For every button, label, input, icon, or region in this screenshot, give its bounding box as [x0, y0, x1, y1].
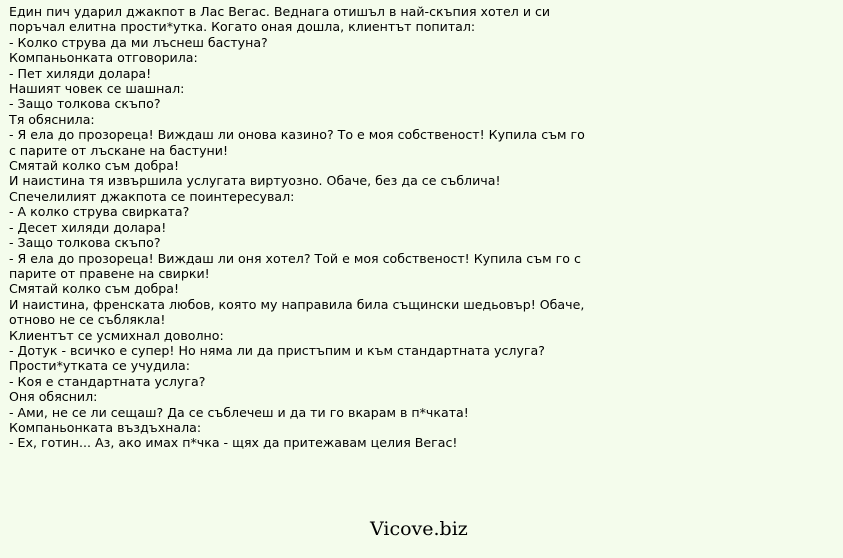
joke-line: - Я ела до прозореца! Виждаш ли онова казино? То е моя собственост! Купила съм го с парите от лъскане на бастуни! [9, 127, 585, 158]
joke-line: Прости*утката се учудила: [9, 358, 191, 374]
joke-line: И наистина, френската любов, която му направила била същински шедьовър! Обаче, отново не се съблякла! [9, 296, 585, 328]
joke-line: - Пет хиляди долара! [9, 65, 152, 81]
joke-line: Нашият човек се шашнал: [9, 81, 185, 97]
joke-line: Компаньонката въздъхнала: [9, 419, 202, 435]
joke-line: Клиентът се усмихнал доволно: [9, 327, 224, 343]
joke-line: - Колко струва да ми лъснеш бастуна? [9, 34, 268, 50]
joke-line: - Я ела до прозореца! Виждаш ли оня хотел? Той е моя собственост! Купила съм го с парите от правене на свирки! [9, 250, 581, 281]
joke-line: Смятай колко съм добра! [9, 281, 180, 297]
joke-line: - Защо толкова скъпо? [9, 96, 161, 112]
joke-line: - Ами, не се ли сещаш? Да се съблечеш и да ти го вкарам в п*чката! [9, 404, 469, 420]
joke-line: - Защо толкова скъпо? [9, 235, 161, 251]
joke-line: - Коя е стандартната услуга? [9, 373, 206, 389]
joke-line: Оня обяснил: [9, 389, 98, 405]
joke-line: - Ех, готин... Аз, ако имах п*чка - щях да притежавам целия Вегас! [9, 435, 458, 451]
joke-line: - Дотук - всичко е супер! Но няма ли да пристъпим и към стандартната услуга? [9, 342, 545, 358]
joke-line: И наистина тя извършила услугата виртуозно. Обаче, без да се съблича! [9, 173, 501, 189]
site-watermark: Vicove.biz [370, 518, 468, 540]
joke-line: - А колко струва свирката? [9, 204, 190, 220]
joke-line: Един пич ударил джакпот в Лас Вегас. Веднага отишъл в най-скъпия хотел и си поръчал елитна прости*утка. Когато оная дошла, клиентът попитал: [9, 4, 551, 35]
joke-text [9, 4, 594, 451]
joke-line: Тя обяснила: [9, 111, 95, 127]
joke-line: - Десет хиляди долара! [9, 219, 167, 235]
joke-line: Смятай колко съм добра! [9, 158, 180, 174]
joke-line: Компаньонката отговорила: [9, 50, 198, 66]
joke-line: Спечелилият джакпота се поинтересувал: [9, 188, 295, 204]
